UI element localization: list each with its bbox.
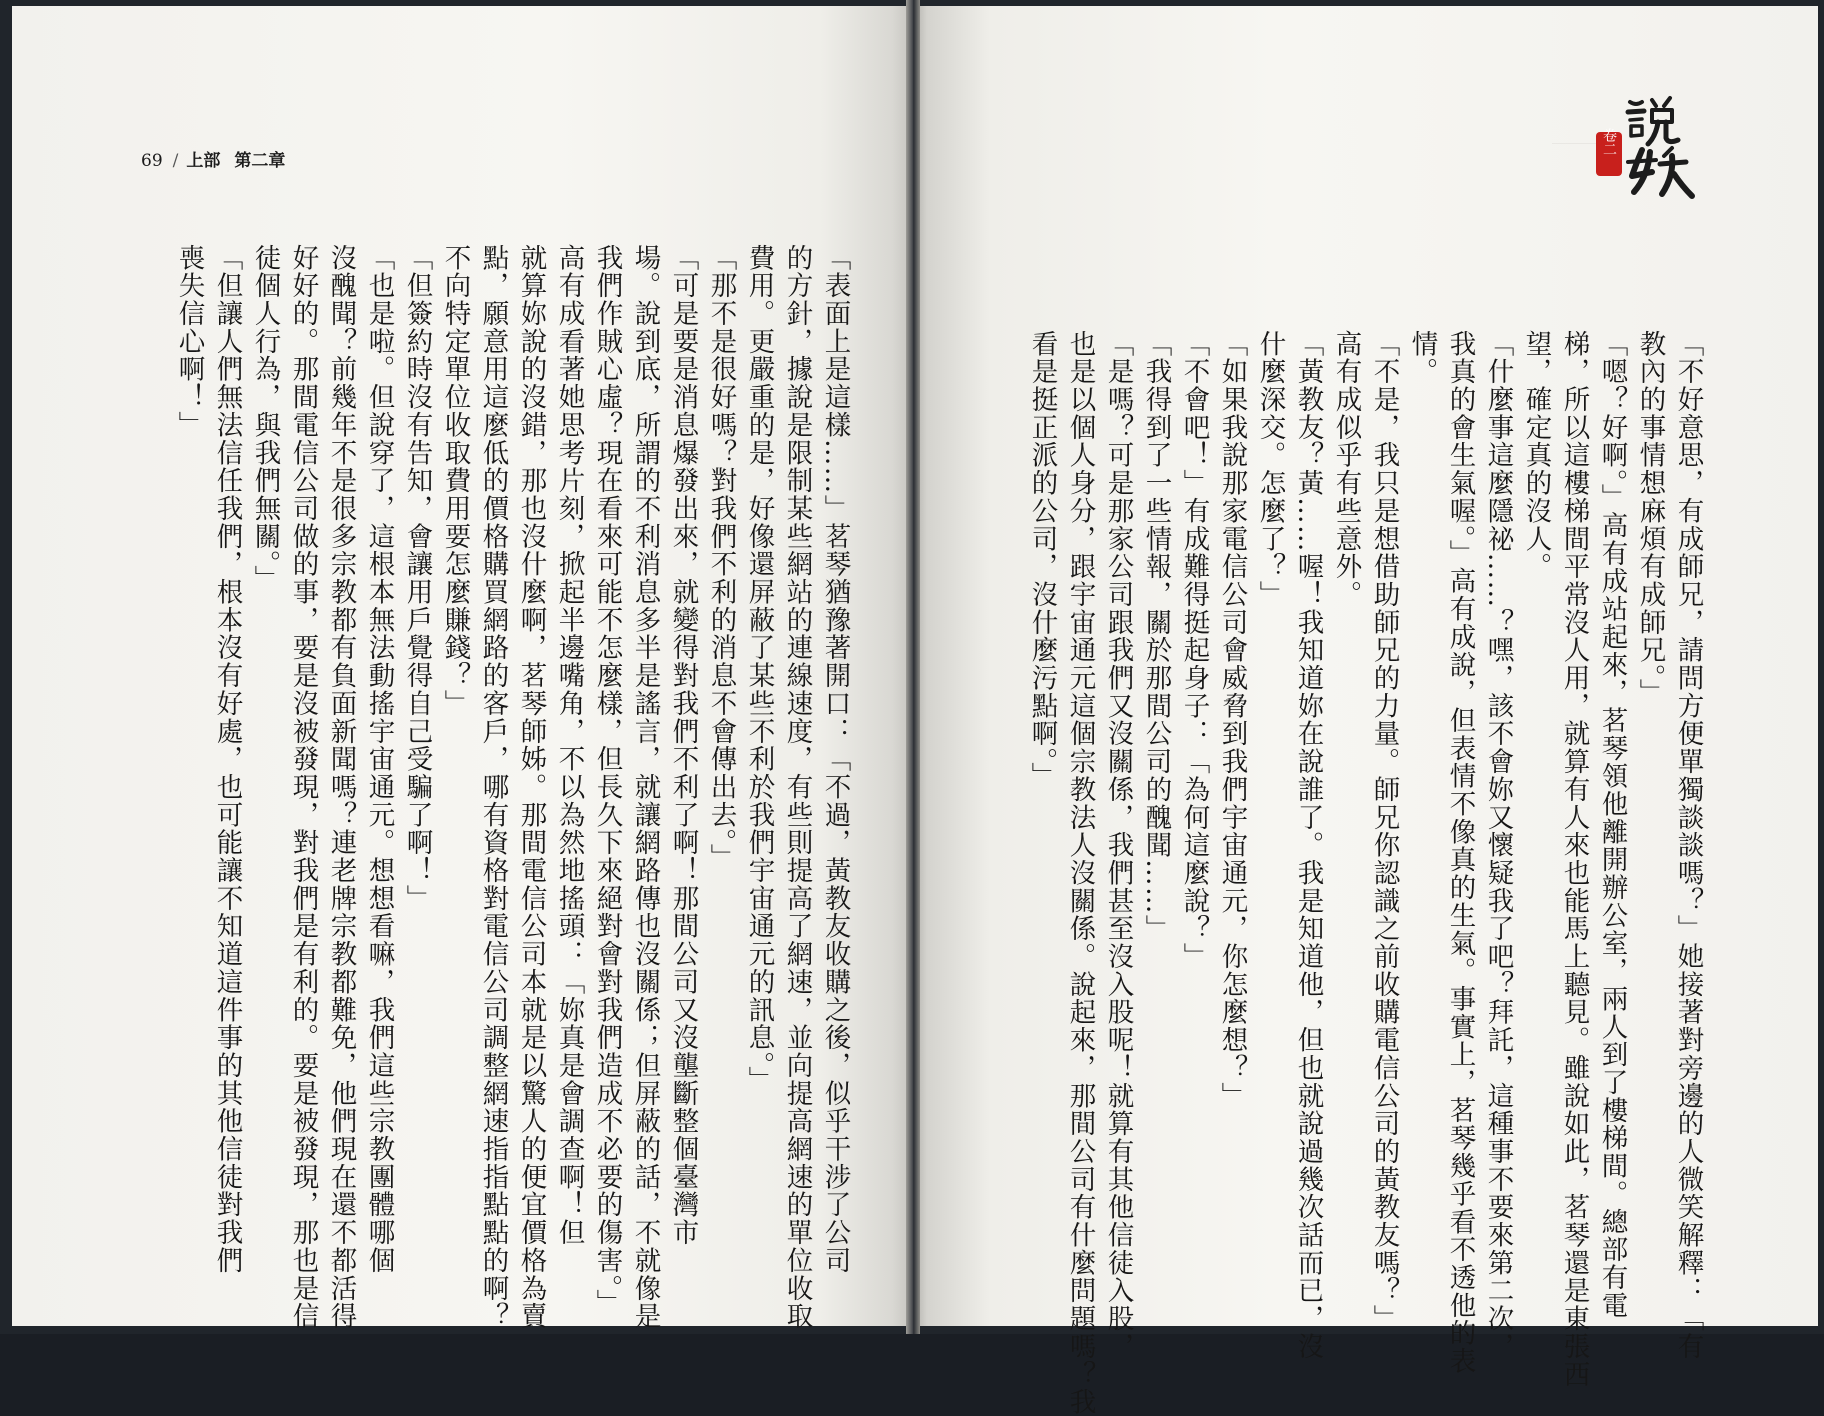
text-column: 「表面上是這樣……」茗琴猶豫著開口：「不過，黃教友收購之後，似乎干涉了公司 — [819, 244, 851, 1275]
text-column: 「那不是很好嗎？對我們不利的消息不會傳出去。」 — [705, 244, 737, 872]
text-column: 的方針，據說是限制某些網站的連線速度，有些則提高了網速，並向提高網速的單位收取 — [781, 244, 813, 1331]
text-column: 高有成看著她思考片刻，掀起半邊嘴角，不以為然地搖頭：「妳真是會調查啊！但 — [553, 244, 585, 1247]
running-head — [141, 146, 285, 171]
text-column: 「黃教友？黃……喔！我知道妳在說誰了。我是知道他，但也就說過幾次話而已，沒 — [1292, 330, 1324, 1361]
text-column: 看是挺正派的公司，沒什麼污點啊。」 — [1026, 330, 1058, 791]
text-column: 我真的會生氣喔。」高有成說，但表情不像真的生氣。事實上，茗琴幾乎看不透他的表 — [1444, 330, 1476, 1376]
logo-volume-label: 卷二 — [1601, 128, 1617, 156]
text-column: 喪失信心啊！」 — [173, 244, 205, 439]
text-column: 梯，所以這樓梯間平常沒人用，就算有人來也能馬上聽見。雖說如此，茗琴還是東張西 — [1558, 330, 1590, 1389]
text-column: 我們作賊心虛？現在看來可能不怎麼樣，但長久下來絕對會對我們造成不必要的傷害。」 — [591, 244, 623, 1317]
text-column: 「可是要是消息爆發出來，就變得對我們不利了啊！那間公司又沒壟斷整個臺灣市 — [667, 244, 699, 1247]
text-column: 沒醜聞？前幾年不是很多宗教都有負面新聞嗎？連老牌宗教都難免，他們現在還不都活得 — [325, 244, 357, 1331]
running-head-chapter: 第二章 — [234, 151, 286, 171]
text-column: 點，願意用這麼低的價格購買網路的客戶，哪有資格對電信公司調整網速指指點點的啊？ — [477, 244, 509, 1331]
text-column: 情。 — [1406, 330, 1438, 386]
text-column: 「但讓人們無法信任我們，根本沒有好處，也可能讓不知道這件事的其他信徒對我們 — [211, 244, 243, 1275]
text-column: 「我得到了一些情報，關於那間公司的醜聞……」 — [1140, 330, 1172, 943]
text-column: 高有成似乎有些意外。 — [1330, 330, 1362, 609]
book-title-logo — [1592, 92, 1702, 202]
text-column: 教內的事情想麻煩有成師兄。」 — [1634, 330, 1666, 707]
running-head-part: 上部 — [186, 151, 221, 171]
text-column: 「不會吧！」有成難得挺起身子：「為何這麼說？」 — [1178, 330, 1210, 971]
text-column: 「也是啦。但說穿了，這根本無法動搖宇宙通元。想想看嘛，我們這些宗教團體哪個 — [363, 244, 395, 1275]
text-column: 「什麼事這麼隱祕……？嘿，該不會妳又懷疑我了吧？拜託，這種事不要來第二次， — [1482, 330, 1514, 1361]
text-column: 「如果我說那家電信公司會威脅到我們宇宙通元，你怎麼想？」 — [1216, 330, 1248, 1110]
book-gutter — [906, 0, 920, 1334]
text-column: 費用。更嚴重的是，好像還屏蔽了某些不利於我們宇宙通元的訊息。」 — [743, 244, 775, 1095]
page-number: 69 — [141, 151, 163, 171]
logo-text — [0, 0, 1, 1]
text-column: 「是嗎？可是那家公司跟我們又沒關係，我們甚至沒入股呢！就算有其他信徒入股， — [1102, 330, 1134, 1361]
text-column: 什麼深交。怎麼了？」 — [1254, 330, 1286, 609]
text-column: 「嗯？好啊。」高有成站起來，茗琴領他離開辦公室，兩人到了樓梯間。總部有電 — [1596, 330, 1628, 1320]
text-column: 好好的。那間電信公司做的事，要是沒被發現，對我們是有利的。要是被發現，那也是信 — [287, 244, 319, 1331]
running-head-separator: / — [172, 151, 179, 171]
text-column: 望，確定真的沒人。 — [1520, 330, 1552, 581]
text-column: 場。說到底，所謂的不利消息多半是謠言，就讓網路傳也沒關係；但屏蔽的話，不就像是 — [629, 244, 661, 1331]
text-column: 「不好意思，有成師兄，請問方便單獨談談嗎？」她接著對旁邊的人微笑解釋：「有 — [1672, 330, 1704, 1361]
text-column: 不向特定單位收取費用要怎麼賺錢？」 — [439, 244, 471, 718]
text-column: 「不是，我只是想借助師兄的力量。師兄你認識之前收購電信公司的黃教友嗎？」 — [1368, 330, 1400, 1333]
text-column: 就算妳說的沒錯，那也沒什麼啊，茗琴師姊。那間電信公司本就是以驚人的便宜價格為賣 — [515, 244, 547, 1331]
text-column: 也是以個人身分，跟宇宙通元這個宗教法人沒關係。說起來，那間公司有什麼問題嗎？我 — [1064, 330, 1096, 1416]
text-column: 徒個人行為，與我們無關。」 — [249, 244, 281, 593]
text-column: 「但簽約時沒有告知，會讓用戶覺得自己受騙了啊！」 — [401, 244, 433, 913]
